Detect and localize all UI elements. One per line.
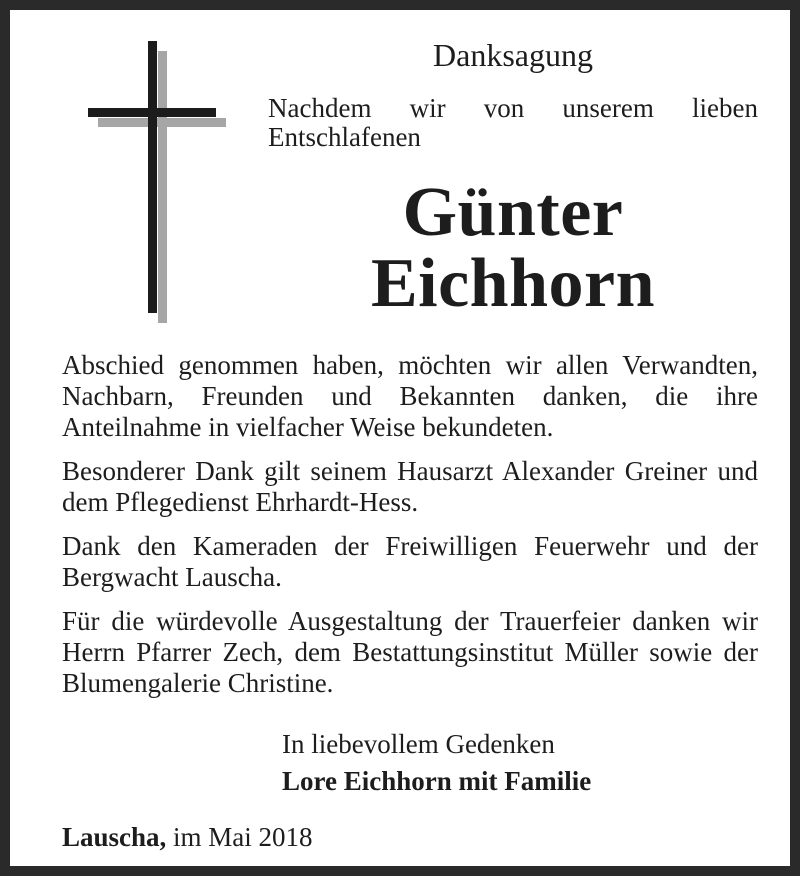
cross-vertical-beam [148,41,157,313]
place-date-line [62,821,313,853]
cross-horizontal-beam [88,108,216,117]
cross-shadow-horizontal [98,118,226,127]
closing-line: In liebevollem Gedenken [282,729,555,759]
deceased-last-name: Eichhorn [370,245,656,322]
paragraph-thanks-fire-brigade: Dank den Kameraden der Freiwilligen Feuerwehr und der Bergwacht Lauscha. [62,531,758,592]
intro-text: Nachdem wir von unserem lieben Entschlafenen [268,93,758,152]
deceased-name [268,174,758,322]
deceased-first-name: Günter [402,174,624,251]
cross-shadow-vertical [158,51,167,323]
paragraph-thanks-ceremony: Für die würdevolle Ausgestaltung der Trauerfeier danken wir Herrn Pfarrer Zech, dem Bestattungsinstitut Müller sowie der Blumengalerie Christine. [62,606,758,698]
date: im Mai 2018 [173,822,313,852]
notice-heading: Danksagung [433,37,593,73]
latin-cross-icon [88,41,228,323]
paragraph-thanks-doctor: Besonderer Dank gilt seinem Hausarzt Alexander Greiner und dem Pflegedienst Ehrhardt-Hess. [62,456,758,517]
paragraph-thanks-relatives: Abschied genommen haben, möchten wir allen Verwandten, Nachbarn, Freunden und Bekannten danken, die ihre Anteilnahme in vielfacher Weise bekundeten. [62,350,758,442]
signature: Lore Eichhorn mit Familie [282,766,592,796]
place: Lauscha, [62,822,167,852]
notice-body [62,350,758,712]
closing-block [282,726,752,800]
